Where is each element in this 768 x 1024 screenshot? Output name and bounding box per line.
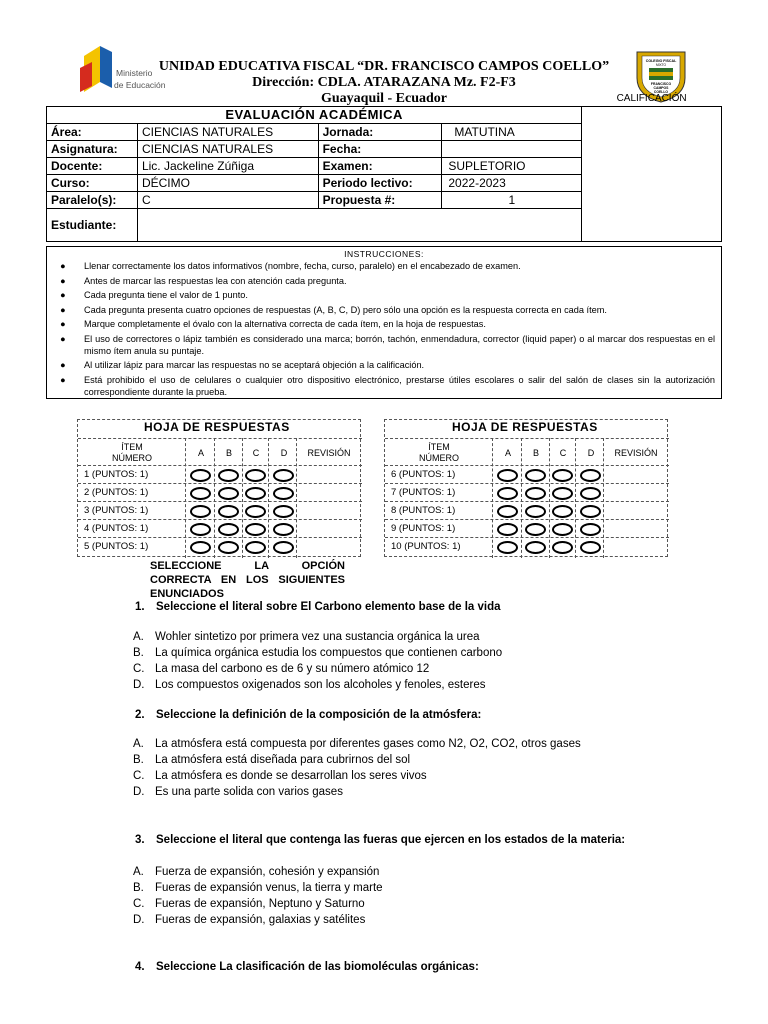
answer-bubble-3-d[interactable]: [580, 505, 601, 518]
instructions-box: [46, 246, 722, 399]
item-row-label: 10 (PUNTOS: 1): [391, 541, 461, 552]
question-1: 1. Seleccione el literal sobre El Carbono elemento base de la vida: [135, 601, 501, 613]
bullet-icon: ●: [60, 304, 66, 315]
answer-bubble-4-c[interactable]: [245, 523, 266, 536]
answer-bubble-5-c[interactable]: [245, 541, 266, 554]
paralelo-label: Paralelo(s):: [47, 192, 138, 209]
asignatura-label: Asignatura:: [47, 141, 138, 158]
jornada-value: MATUTINA: [442, 124, 582, 141]
row-divider: [385, 501, 669, 502]
answer-bubble-3-b[interactable]: [218, 505, 239, 518]
row-divider: [78, 501, 362, 502]
periodo-label: Periodo lectivo:: [318, 175, 442, 192]
answer-bubble-3-d[interactable]: [273, 505, 294, 518]
col-divider: [242, 438, 243, 558]
col-b: B: [225, 448, 232, 458]
answer-bubble-5-b[interactable]: [525, 541, 546, 554]
answer-bubble-2-c[interactable]: [552, 487, 573, 500]
estudiante-field[interactable]: [137, 209, 581, 242]
instruction-item: ● Llenar correctamente los datos informativos (nombre, fecha, curso, paralelo) en el encabezado de examen.: [60, 261, 521, 271]
school-name: UNIDAD EDUCATIVA FISCAL “DR. FRANCISCO CAMPOS COELLO”: [158, 59, 610, 74]
row-divider: [385, 519, 669, 520]
answer-bubble-3-a[interactable]: [497, 505, 518, 518]
row-divider: [78, 483, 362, 484]
answer-bubble-2-b[interactable]: [525, 487, 546, 500]
propuesta-label: Propuesta #:: [318, 192, 442, 209]
instructions-list: [47, 260, 721, 398]
sheet-divider: [385, 465, 669, 466]
option-3b[interactable]: B. Fueras de expansión venus, la tierra y marte: [133, 882, 383, 894]
answer-bubble-3-c[interactable]: [552, 505, 573, 518]
option-2b[interactable]: B. La atmósfera está diseñada para cubrirnos del sol: [133, 754, 411, 766]
answer-bubble-5-b[interactable]: [218, 541, 239, 554]
option-3a[interactable]: A. Fuerza de expansión, cohesión y expansión: [133, 866, 380, 878]
instruction-item: ● Cada pregunta tiene el valor de 1 punto.: [60, 290, 248, 300]
bullet-icon: ●: [60, 261, 66, 271]
col-divider: [185, 438, 186, 558]
question-2: 2. Seleccione la definición de la composición de la atmósfera:: [135, 709, 482, 721]
crest-line4: CAMPOS: [653, 86, 669, 90]
instruction-item: ● Está prohibido el uso de celulares o cualquier otro dispositivo electrónico, prestarse útiles escolares o salir del salón de clases sin la autorización correspondiente durante la prueba.: [60, 374, 715, 397]
answer-bubble-4-b[interactable]: [218, 523, 239, 536]
question-3: 3. Seleccione el literal que contenga las fueras que ejercen en los estados de la materia:: [135, 834, 626, 846]
area-value: CIENCIAS NATURALES: [137, 124, 318, 141]
area-label: Área:: [47, 124, 138, 141]
instruction-item: ● Cada pregunta presenta cuatro opciones de respuestas (A, B, C, D) pero sólo una opción es la respuesta correcta en cada ítem.: [60, 304, 607, 315]
sheet-title: HOJA DE RESPUESTAS: [452, 420, 598, 434]
school-address: Dirección: CDLA. ATARAZANA Mz. F2-F3: [252, 75, 516, 90]
answer-bubble-2-a[interactable]: [190, 487, 211, 500]
estudiante-label: Estudiante:: [47, 209, 138, 242]
sheet-divider: [78, 465, 362, 466]
col-divider: [214, 438, 215, 558]
answer-bubble-5-a[interactable]: [190, 541, 211, 554]
col-d: D: [587, 448, 595, 458]
option-2d[interactable]: D. Es una parte solida con varios gases: [133, 786, 343, 798]
revision-header: REVISIÓN: [614, 448, 658, 458]
item-row-label: 1 (PUNTOS: 1): [84, 469, 149, 480]
option-1c[interactable]: C. La masa del carbono es de 6 y su número atómico 12: [133, 663, 430, 675]
item-header: NÚMERO: [419, 453, 459, 463]
questions-intro: SELECCIONE LA OPCIÓN CORRECTA EN LOS SIGUIENTES ENUNCIADOS: [150, 560, 345, 600]
col-divider: [603, 438, 604, 558]
instruction-item: ● Marque completamente el óvalo con la alternativa correcta de cada ítem, en la hoja de respuestas.: [60, 319, 486, 329]
answer-bubble-4-d[interactable]: [273, 523, 294, 536]
col-c: C: [559, 448, 567, 458]
sheet-divider: [385, 438, 669, 439]
item-header: ÍTEM: [121, 442, 143, 452]
answer-bubble-1-a[interactable]: [190, 469, 211, 482]
answer-sheet-1: [77, 419, 361, 557]
answer-bubble-2-b[interactable]: [218, 487, 239, 500]
row-divider: [78, 519, 362, 520]
col-c: C: [252, 448, 260, 458]
revision-header: REVISIÓN: [307, 448, 351, 458]
answer-bubble-2-c[interactable]: [245, 487, 266, 500]
answer-bubble-5-d[interactable]: [273, 541, 294, 554]
bullet-icon: ●: [60, 374, 66, 385]
col-divider: [549, 438, 550, 558]
row-divider: [78, 537, 362, 538]
docente-label: Docente:: [47, 158, 138, 175]
answer-bubble-1-b[interactable]: [218, 469, 239, 482]
answer-bubble-5-d[interactable]: [580, 541, 601, 554]
crest-line2: MIXTO: [655, 63, 667, 67]
answer-bubble-4-a[interactable]: [497, 523, 518, 536]
row-divider: [385, 483, 669, 484]
option-3d[interactable]: D. Fueras de expansión, galaxias y satélites: [133, 914, 366, 926]
calificacion-label: CALIFICACIÓN: [616, 93, 687, 104]
answer-bubble-3-b[interactable]: [525, 505, 546, 518]
answer-bubble-5-c[interactable]: [552, 541, 573, 554]
option-3c[interactable]: C. Fueras de expansión, Neptuno y Saturno: [133, 898, 365, 910]
examen-value: SUPLETORIO: [442, 158, 582, 175]
instruction-item: ● Al utilizar lápiz para marcar las respuestas no se aceptará objeción a la calificación.: [60, 360, 425, 370]
answer-bubble-1-c[interactable]: [245, 469, 266, 482]
option-1b[interactable]: B. La química orgánica estudia los compuestos que contienen carbono: [133, 647, 503, 659]
answer-sheet-2: [384, 419, 668, 557]
answer-bubble-3-a[interactable]: [190, 505, 211, 518]
row-divider: [385, 537, 669, 538]
item-row-label: 8 (PUNTOS: 1): [391, 505, 456, 516]
fecha-label: Fecha:: [318, 141, 442, 158]
instruction-item: ● El uso de correctores o lápiz también es considerado una marca; borrón, tachón, enmendadura, corrector (liquid paper) o al marcar dos respuestas en el mismo ítem anula su puntaje.: [60, 333, 715, 356]
jornada-label: Jornada:: [318, 124, 442, 141]
docente-value: Lic. Jackeline Zúñiga: [137, 158, 318, 175]
curso-label: Curso:: [47, 175, 138, 192]
propuesta-value: 1: [442, 192, 582, 209]
col-divider: [521, 438, 522, 558]
item-row-label: 3 (PUNTOS: 1): [84, 505, 149, 516]
ministry-line1: Ministerio: [116, 68, 153, 78]
school-city: Guayaquil - Ecuador: [320, 91, 448, 106]
bullet-icon: ●: [60, 360, 66, 370]
instruction-item: ● Antes de marcar las respuestas lea con atención cada pregunta.: [60, 275, 347, 286]
bullet-icon: ●: [60, 333, 66, 344]
answer-bubble-1-c[interactable]: [552, 469, 573, 482]
answer-bubble-4-a[interactable]: [190, 523, 211, 536]
col-a: A: [197, 448, 204, 458]
instructions-title: INSTRUCCIONES:: [344, 249, 424, 259]
periodo-value: 2022-2023: [442, 175, 582, 192]
item-row-label: 5 (PUNTOS: 1): [84, 541, 149, 552]
answer-bubble-1-d[interactable]: [580, 469, 601, 482]
answer-bubble-1-b[interactable]: [525, 469, 546, 482]
answer-bubble-1-a[interactable]: [497, 469, 518, 482]
item-row-label: 7 (PUNTOS: 1): [391, 487, 456, 498]
examen-label: Examen:: [318, 158, 442, 175]
item-row-label: 2 (PUNTOS: 1): [84, 487, 149, 498]
answer-bubble-1-d[interactable]: [273, 469, 294, 482]
col-divider: [296, 438, 297, 558]
answer-bubble-4-c[interactable]: [552, 523, 573, 536]
option-2a[interactable]: A. La atmósfera está compuesta por diferentes gases como N2, O2, CO2, otros gases: [133, 738, 581, 750]
answer-bubble-2-d[interactable]: [273, 487, 294, 500]
col-d: D: [280, 448, 288, 458]
calificacion-box[interactable]: [582, 93, 722, 242]
fecha-field[interactable]: [442, 141, 582, 158]
item-row-label: 6 (PUNTOS: 1): [391, 469, 456, 480]
crest-line3: FRANCISCO: [650, 82, 672, 86]
paralelo-value: C: [137, 192, 318, 209]
answer-bubble-3-c[interactable]: [245, 505, 266, 518]
sheet-divider: [78, 438, 362, 439]
item-row-label: 4 (PUNTOS: 1): [84, 523, 149, 534]
ministry-line2: de Educación: [114, 80, 166, 90]
exam-title: EVALUACIÓN ACADÉMICA: [47, 107, 582, 124]
item-header: ÍTEM: [428, 442, 450, 452]
bullet-icon: ●: [60, 290, 66, 300]
sheet-title: HOJA DE RESPUESTAS: [144, 420, 290, 434]
option-2c[interactable]: C. La atmósfera es donde se desarrollan los seres vivos: [133, 770, 427, 782]
question-4: 4. Seleccione La clasificación de las biomoléculas orgánicas:: [135, 961, 479, 973]
col-divider: [575, 438, 576, 558]
col-b: B: [532, 448, 539, 458]
bullet-icon: ●: [60, 319, 66, 329]
col-divider: [492, 438, 493, 558]
crest-line1: COLEGIO FISCAL: [645, 59, 677, 63]
curso-value: DÉCIMO: [137, 175, 318, 192]
col-a: A: [504, 448, 511, 458]
option-1a[interactable]: A. Wohler sintetizo por primera vez una sustancia orgánica la urea: [133, 631, 480, 643]
col-divider: [268, 438, 269, 558]
crest-line5: COELLO: [653, 90, 669, 94]
asignatura-value: CIENCIAS NATURALES: [137, 141, 318, 158]
answer-bubble-2-a[interactable]: [497, 487, 518, 500]
item-row-label: 9 (PUNTOS: 1): [391, 523, 456, 534]
answer-bubble-2-d[interactable]: [580, 487, 601, 500]
answer-bubble-4-d[interactable]: [580, 523, 601, 536]
option-1d[interactable]: D. Los compuestos oxigenados son los alcoholes y fenoles, esteres: [133, 679, 486, 691]
answer-bubble-5-a[interactable]: [497, 541, 518, 554]
item-header: NÚMERO: [112, 453, 152, 463]
bullet-icon: ●: [60, 275, 66, 286]
answer-bubble-4-b[interactable]: [525, 523, 546, 536]
